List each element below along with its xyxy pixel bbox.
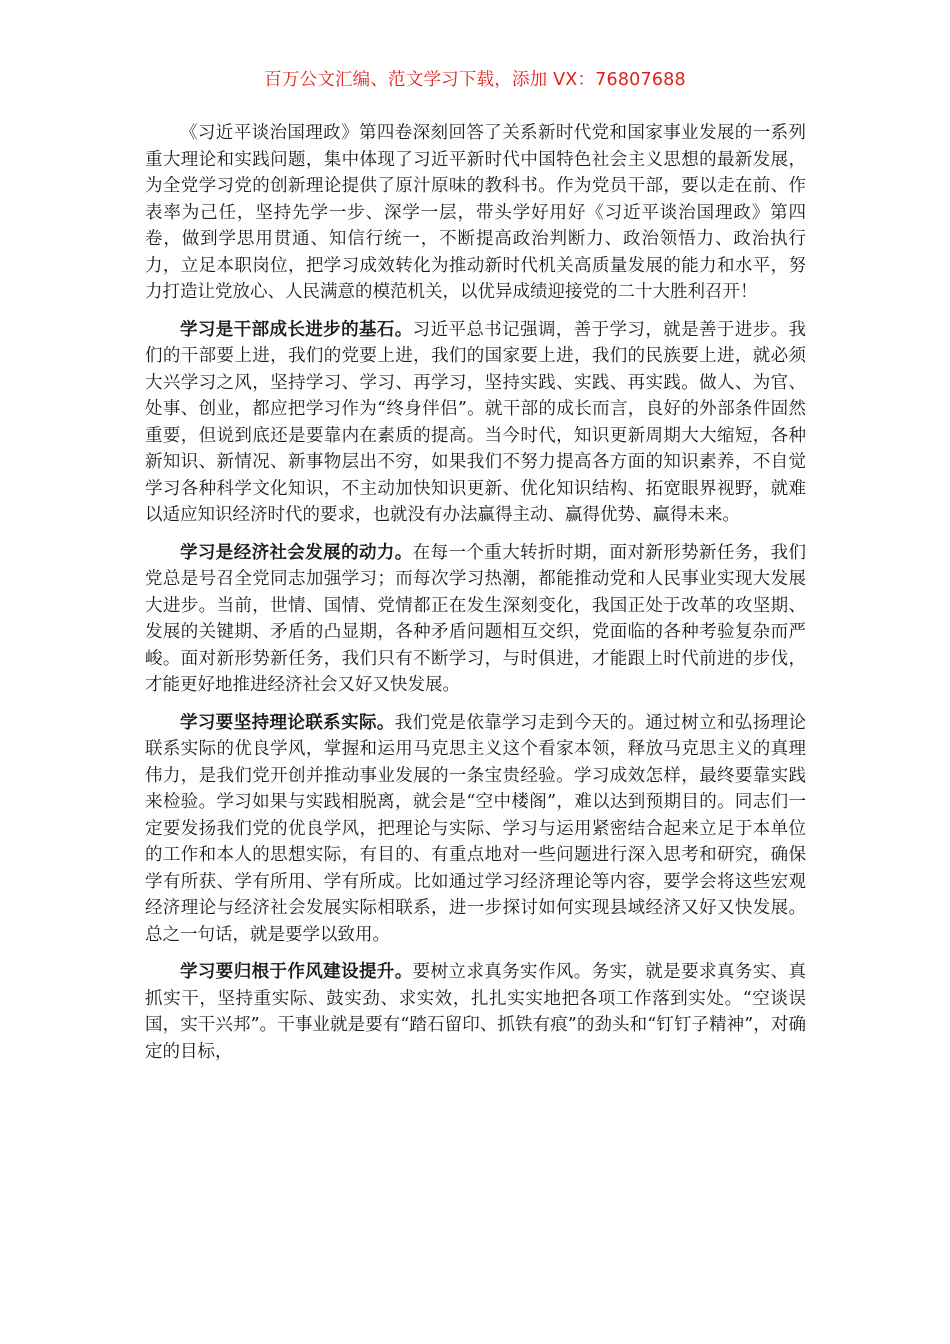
- paragraph-text: 《习近平谈治国理政》第四卷深刻回答了关系新时代党和国家事业发展的一系列重大理论和实践问题，集中体现了习近平新时代中国特色社会主义思想的最新发展，为全党学习党的创新理论提供了原汁原味的教科书。作为党员干部，要以走在前、作表率为己任，坚持先学一步、深学一层，带头学好用好《习近平谈治国理政》第四卷，做到学思用贯通、知信行统一，不断提高政治判断力、政治领悟力、政治执行力，立足本职岗位，把学习成效转化为推动新时代机关高质量发展的能力和水平，努力打造让党放心、人民满意的模范机关，以优异成绩迎接党的二十大胜利召开！: [145, 123, 806, 302]
- paragraph-lead: 学习要坚持理论联系实际。: [180, 712, 395, 733]
- article-body: [145, 120, 806, 1076]
- paragraph-lead: 学习是经济社会发展的动力。: [180, 542, 413, 563]
- paragraph-intro: [145, 120, 806, 306]
- paragraph-text: 我们党是依靠学习走到今天的。通过树立和弘扬理论联系实际的优良学风，掌握和运用马克思主义这个看家本领，释放马克思主义的真理伟力，是我们党开创并推动事业发展的一条宝贵经验。学习成效怎样，最终要靠实践来检验。学习如果与实践相脱离，就会是“空中楼阁”，难以达到预期目的。同志们一定要发扬我们党的优良学风，把理论与实际、学习与运用紧密结合起来立足于本单位的工作和本人的思想实际，有目的、有重点地对一些问题进行深入思考和研究，确保学有所获、学有所用、学有所成。比如通过学习经济理论等内容，要学会将这些宏观经济理论与经济社会发展实际相联系，进一步探讨如何实现县域经济又好又快发展。总之一句话，就是要学以致用。: [145, 712, 806, 945]
- paragraph-theory-practice: [145, 710, 806, 949]
- paragraph-lead: 学习是干部成长进步的基石。: [180, 319, 413, 340]
- page-header-watermark: 百万公文汇编、范文学习下载，添加 VX：76807688: [264, 70, 686, 90]
- paragraph-work-style: [145, 959, 806, 1065]
- paragraph-text: 习近平总书记强调，善于学习，就是善于进步。我们的干部要上进，我们的党要上进，我们的国家要上进，我们的民族要上进，就必须大兴学习之风，坚持学习、学习、再学习，坚持实践、实践、再实践。做人、为官、处事、创业，都应把学习作为“终身伴侣”。就干部的成长而言，良好的外部条件固然重要，但说到底还是要靠内在素质的提高。当今时代，知识更新周期大大缩短，各种新知识、新情况、新事物层出不穷，如果我们不努力提高各方面的知识素养，不自觉学习各种科学文化知识，不主动加快知识更新、优化知识结构、拓宽眼界视野，就难以适应知识经济时代的要求，也就没有办法赢得主动、赢得优势、赢得未来。: [145, 319, 807, 525]
- paragraph-cadre-growth: [145, 317, 806, 529]
- paragraph-text: 要树立求真务实作风。务实，就是要求真务实、真抓实干，坚持重实际、鼓实劲、求实效，扎扎实实地把各项工作落到实处。“空谈误国，实干兴邦”。干事业就是要有“踏石留印、抓铁有痕”的劲头和“钉钉子精神”，对确定的目标，: [145, 962, 807, 1062]
- paragraph-text: 在每一个重大转折时期，面对新形势新任务，我们党总是号召全党同志加强学习；而每次学习热潮，都能推动党和人民事业实现大发展大进步。当前，世情、国情、党情都正在发生深刻变化，我国正处于改革的攻坚期、发展的关键期、矛盾的凸显期，各种矛盾问题相互交织，党面临的各种考验复杂而严峻。面对新形势新任务，我们只有不断学习，与时俱进，才能跟上时代前进的步伐，才能更好地推进经济社会又好又快发展。: [145, 542, 807, 695]
- paragraph-lead: 学习要归根于作风建设提升。: [180, 962, 413, 982]
- paragraph-economic-development: [145, 540, 806, 699]
